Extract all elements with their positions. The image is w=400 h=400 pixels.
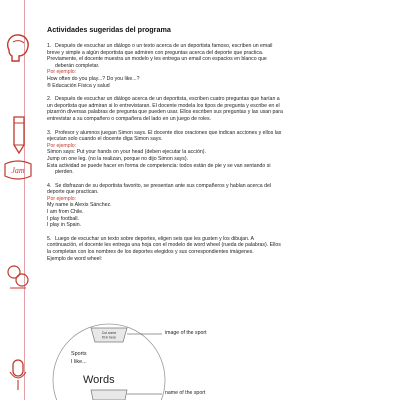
wheel-center-mid: I like... (71, 359, 87, 365)
activity-text: Después de escuchar un diálogo o un texto acerca de un deportista famoso, escriben un email (55, 43, 273, 49)
activity-text: entrevistar a su compañero o compañera del lado en un juego de roles. (47, 115, 212, 122)
activity-text: Profesor y alumnos juegan Simon says. El docente dice oraciones que indican acciones y ellos las (55, 129, 282, 136)
jam-sticker-icon (2, 158, 34, 182)
microphone-icon (6, 358, 30, 394)
activity-text: Luego de escuchar un texto sobre deportes, eligen seis que les gusten y los dibujan. A (55, 235, 254, 242)
activity-text: ejecutan solo cuando el docente diga Simon says. (47, 136, 163, 143)
activity-text: Previamente, el docente muestra un modelo y les entrega un email con espacios en blanco que (47, 56, 267, 63)
wheel-bottom-sector (91, 390, 127, 400)
boxing-glove-icon (3, 30, 33, 64)
rings-icon (4, 262, 32, 292)
example-line: Simon says: Put your hands on your head (deben ejecutar la acción). (47, 149, 206, 156)
document-body (47, 26, 387, 269)
activity-line (47, 236, 387, 243)
activity-text: Ejemplo de word wheel: (47, 255, 103, 262)
activity-line (47, 130, 387, 137)
activity-text: deporte que practican. (47, 189, 99, 196)
decorative-sidebar (0, 0, 36, 400)
activity-text: la completan con los nombres de los deportes elegidos y sus correspondientes imágenes. (47, 249, 254, 256)
example-line: I play football. (47, 215, 80, 222)
activity-line (47, 43, 387, 50)
wheel-center-big: Words (83, 374, 115, 386)
wheel-label-image: image of the sport (165, 330, 207, 336)
example-line: I am from Chile. (47, 209, 84, 216)
activity-2 (47, 96, 387, 122)
example-line: ® Educación Física y salud (47, 82, 110, 89)
activity-5 (47, 236, 387, 262)
example-line: Jump on one leg. (no la realizan, porque no dijo Simon says). (47, 155, 189, 162)
word-wheel-diagram (47, 320, 347, 400)
activity-number: 5. (47, 235, 52, 242)
wheel-label-name: name of the sport (165, 390, 206, 396)
example-line: Esta actividad se puede hacer en forma de competencia: todos están de pie y se van sentando si (47, 162, 271, 169)
jam-sticker-text: Jam (11, 166, 25, 175)
activity-number: 2. (47, 96, 52, 103)
example-line: My name is Alexis Sánchez. (47, 202, 112, 209)
example-line: pierden. (55, 169, 74, 176)
page-title: Actividades sugeridas del programa (47, 25, 171, 34)
activity-line (47, 96, 387, 103)
activity-text: pizarrón diversas palabras de pregunta que pueden usar. Ellos escriben sus preguntas y las usan para (47, 109, 283, 116)
example-label: Por ejemplo: (47, 195, 77, 202)
activity-number: 3. (47, 129, 52, 136)
activity-text: Después de escuchar un diálogo acerca de un deportista, escriben cuatro preguntas que harían a (55, 96, 280, 103)
activity-number: 1. (47, 43, 52, 49)
activity-text: breve y simple a algún deportista que admiren con preguntas acerca del deporte que practica. (47, 49, 264, 56)
example-label: Por ejemplo: (47, 69, 77, 76)
activity-3 (47, 130, 387, 176)
example-label: Por ejemplo: (47, 142, 77, 149)
activity-number: 4. (47, 182, 52, 189)
example-line: I play in Spain. (47, 222, 82, 229)
wheel-sector-text: Cut some (101, 331, 117, 335)
activity-text: Se disfrazan de su deportista favorito, se presentan ante sus compañeros y hablan acerca del (55, 182, 271, 189)
example-line: How often do you play...? Do you like...? (47, 75, 140, 82)
activity-4 (47, 183, 387, 229)
activity-text: continuación, el docente les entrega una hoja con el modelo de word wheel (rueda de palabras). Ellos (47, 242, 281, 249)
wheel-center-top: Sports (71, 351, 87, 357)
activity-text: un deportista que admiran si lo entrevistaran. El docente modela los tipos de pregunta y escribe en el (47, 102, 280, 109)
activity-1 (47, 43, 387, 89)
wheel-sector-text: fit in here (102, 335, 116, 340)
activity-text: deberán completar. (55, 62, 100, 69)
activity-line (47, 183, 387, 190)
pencil-icon (8, 115, 30, 155)
